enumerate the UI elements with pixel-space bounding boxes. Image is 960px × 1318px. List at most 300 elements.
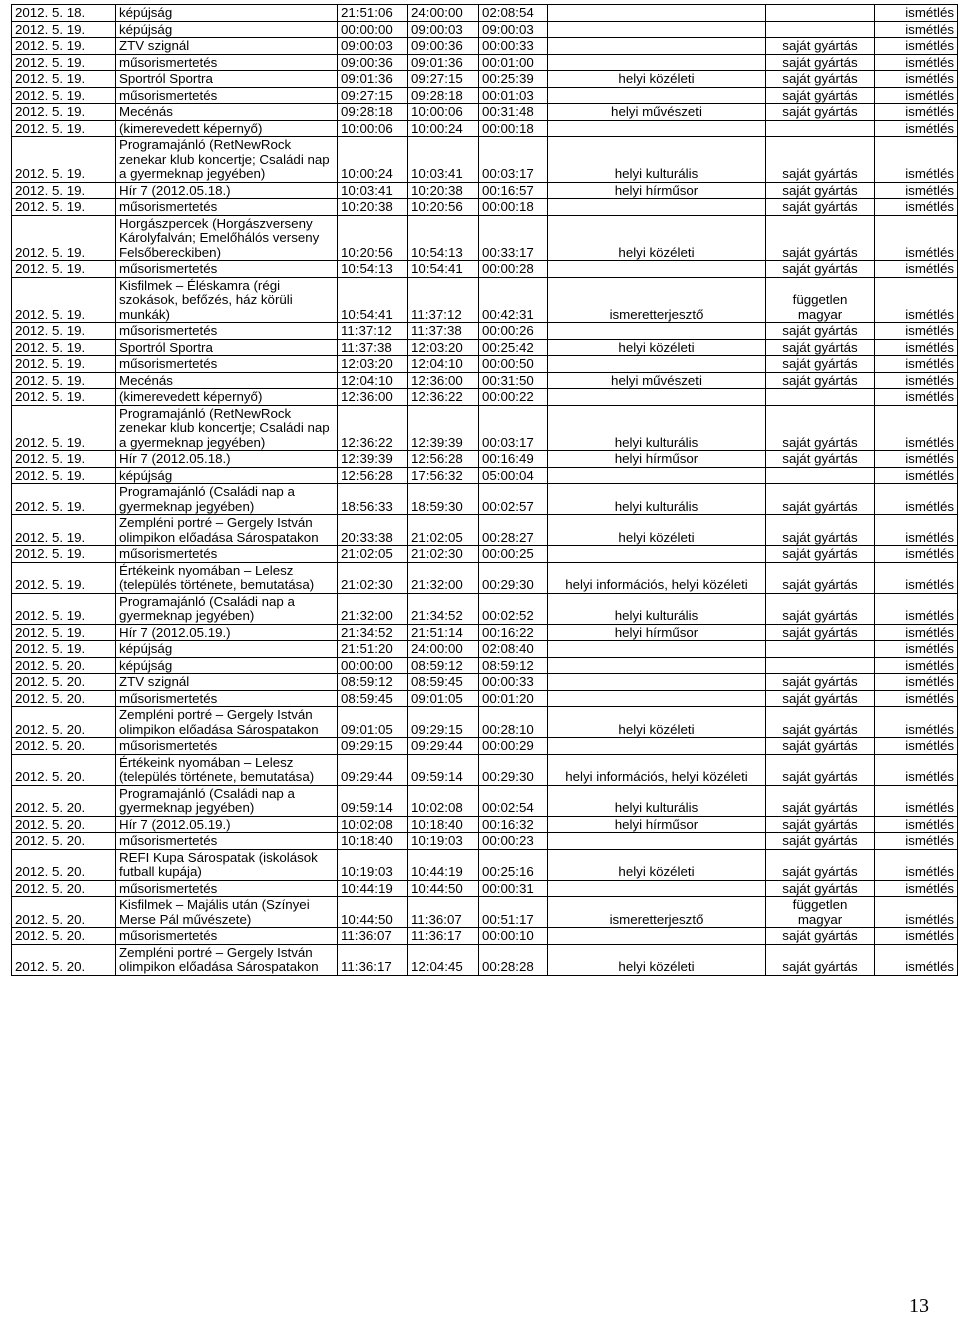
end-time-cell: 09:27:15: [408, 71, 479, 88]
production-cell: saját gyártás: [766, 199, 875, 216]
duration-cell: 00:00:18: [479, 199, 548, 216]
end-time-cell: 11:37:12: [408, 277, 479, 323]
genre-cell: [548, 389, 766, 406]
status-cell: ismétlés: [875, 339, 958, 356]
genre-cell: [548, 657, 766, 674]
status-cell: ismétlés: [875, 546, 958, 563]
status-cell: ismétlés: [875, 451, 958, 468]
program-title-cell: Programajánló (RetNewRock zenekar klub koncertje; Családi nap a gyermeknap jegyében): [116, 137, 338, 183]
genre-cell: ismeretterjesztő: [548, 277, 766, 323]
production-cell: [766, 389, 875, 406]
table-row: [12, 738, 958, 755]
date-cell: 2012. 5. 19.: [12, 641, 116, 658]
status-cell: ismétlés: [875, 785, 958, 816]
genre-cell: [548, 323, 766, 340]
production-cell: [766, 467, 875, 484]
duration-cell: 08:59:12: [479, 657, 548, 674]
program-title-cell: Hír 7 (2012.05.19.): [116, 624, 338, 641]
start-time-cell: 09:29:15: [338, 738, 408, 755]
start-time-cell: 09:59:14: [338, 785, 408, 816]
end-time-cell: 17:56:32: [408, 467, 479, 484]
program-title-cell: Hír 7 (2012.05.18.): [116, 451, 338, 468]
start-time-cell: 21:02:05: [338, 546, 408, 563]
table-row: [12, 54, 958, 71]
production-cell: saját gyártás: [766, 546, 875, 563]
date-cell: 2012. 5. 20.: [12, 754, 116, 785]
date-cell: 2012. 5. 20.: [12, 880, 116, 897]
table-row: [12, 277, 958, 323]
start-time-cell: 10:03:41: [338, 182, 408, 199]
table-row: [12, 880, 958, 897]
production-cell: saját gyártás: [766, 484, 875, 515]
program-title-cell: képújság: [116, 467, 338, 484]
duration-cell: 00:00:50: [479, 356, 548, 373]
program-title-cell: Hír 7 (2012.05.19.): [116, 816, 338, 833]
start-time-cell: 12:03:20: [338, 356, 408, 373]
status-cell: ismétlés: [875, 657, 958, 674]
date-cell: 2012. 5. 19.: [12, 467, 116, 484]
duration-cell: 09:00:03: [479, 21, 548, 38]
production-cell: saját gyártás: [766, 707, 875, 738]
date-cell: 2012. 5. 19.: [12, 54, 116, 71]
start-time-cell: 10:19:03: [338, 849, 408, 880]
start-time-cell: 09:01:36: [338, 71, 408, 88]
end-time-cell: 24:00:00: [408, 641, 479, 658]
start-time-cell: 00:00:00: [338, 21, 408, 38]
table-row: [12, 356, 958, 373]
duration-cell: 00:31:48: [479, 104, 548, 121]
date-cell: 2012. 5. 19.: [12, 261, 116, 278]
table-row: [12, 87, 958, 104]
date-cell: 2012. 5. 19.: [12, 546, 116, 563]
date-cell: 2012. 5. 19.: [12, 104, 116, 121]
table-row: [12, 199, 958, 216]
genre-cell: helyi hírműsor: [548, 182, 766, 199]
program-title-cell: REFI Kupa Sárospatak (iskolások futball kupája): [116, 849, 338, 880]
production-cell: saját gyártás: [766, 215, 875, 261]
start-time-cell: 21:51:06: [338, 5, 408, 22]
duration-cell: 00:31:50: [479, 372, 548, 389]
end-time-cell: 10:19:03: [408, 833, 479, 850]
program-title-cell: ZTV szignál: [116, 674, 338, 691]
genre-cell: helyi hírműsor: [548, 624, 766, 641]
table-row: [12, 624, 958, 641]
table-row: [12, 323, 958, 340]
end-time-cell: 12:56:28: [408, 451, 479, 468]
duration-cell: 00:00:26: [479, 323, 548, 340]
duration-cell: 00:29:30: [479, 562, 548, 593]
status-cell: ismétlés: [875, 372, 958, 389]
duration-cell: 00:01:00: [479, 54, 548, 71]
program-title-cell: képújság: [116, 657, 338, 674]
production-cell: saját gyártás: [766, 674, 875, 691]
program-title-cell: Sportról Sportra: [116, 339, 338, 356]
genre-cell: helyi hírműsor: [548, 816, 766, 833]
table-row: [12, 339, 958, 356]
end-time-cell: 10:02:08: [408, 785, 479, 816]
end-time-cell: 10:44:50: [408, 880, 479, 897]
program-title-cell: műsorismertetés: [116, 87, 338, 104]
start-time-cell: 21:51:20: [338, 641, 408, 658]
production-cell: saját gyártás: [766, 562, 875, 593]
genre-cell: [548, 54, 766, 71]
start-time-cell: 10:02:08: [338, 816, 408, 833]
production-cell: saját gyártás: [766, 356, 875, 373]
program-title-cell: Programajánló (RetNewRock zenekar klub koncertje; Családi nap a gyermeknap jegyében): [116, 405, 338, 451]
start-time-cell: 11:36:17: [338, 944, 408, 975]
production-cell: saját gyártás: [766, 849, 875, 880]
start-time-cell: 12:36:22: [338, 405, 408, 451]
duration-cell: 00:25:16: [479, 849, 548, 880]
production-cell: saját gyártás: [766, 833, 875, 850]
status-cell: ismétlés: [875, 277, 958, 323]
table-row: [12, 562, 958, 593]
program-title-cell: Kisfilmek – Éléskamra (régi szokások, befőzés, ház körüli munkák): [116, 277, 338, 323]
program-title-cell: Mecénás: [116, 104, 338, 121]
program-title-cell: műsorismertetés: [116, 356, 338, 373]
schedule-body: [12, 5, 958, 976]
production-cell: [766, 5, 875, 22]
production-cell: független magyar: [766, 897, 875, 928]
table-row: [12, 690, 958, 707]
table-row: [12, 120, 958, 137]
date-cell: 2012. 5. 20.: [12, 738, 116, 755]
start-time-cell: 12:04:10: [338, 372, 408, 389]
end-time-cell: 12:39:39: [408, 405, 479, 451]
duration-cell: 00:00:23: [479, 833, 548, 850]
program-title-cell: (kimerevedett képernyő): [116, 120, 338, 137]
status-cell: ismétlés: [875, 754, 958, 785]
start-time-cell: 09:00:36: [338, 54, 408, 71]
start-time-cell: 08:59:45: [338, 690, 408, 707]
status-cell: ismétlés: [875, 71, 958, 88]
date-cell: 2012. 5. 19.: [12, 38, 116, 55]
date-cell: 2012. 5. 20.: [12, 928, 116, 945]
start-time-cell: 10:54:13: [338, 261, 408, 278]
start-time-cell: 10:20:38: [338, 199, 408, 216]
end-time-cell: 09:29:15: [408, 707, 479, 738]
production-cell: saját gyártás: [766, 928, 875, 945]
end-time-cell: 11:36:07: [408, 897, 479, 928]
status-cell: ismétlés: [875, 389, 958, 406]
table-row: [12, 261, 958, 278]
table-row: [12, 657, 958, 674]
status-cell: ismétlés: [875, 624, 958, 641]
date-cell: 2012. 5. 19.: [12, 137, 116, 183]
start-time-cell: 11:37:38: [338, 339, 408, 356]
genre-cell: helyi közéleti: [548, 515, 766, 546]
table-row: [12, 5, 958, 22]
program-title-cell: Értékeink nyomában – Lelesz (település története, bemutatása): [116, 562, 338, 593]
genre-cell: helyi kulturális: [548, 593, 766, 624]
duration-cell: 00:03:17: [479, 137, 548, 183]
duration-cell: 00:00:10: [479, 928, 548, 945]
genre-cell: helyi közéleti: [548, 215, 766, 261]
table-row: [12, 71, 958, 88]
table-row: [12, 641, 958, 658]
date-cell: 2012. 5. 20.: [12, 816, 116, 833]
status-cell: ismétlés: [875, 690, 958, 707]
start-time-cell: 00:00:00: [338, 657, 408, 674]
date-cell: 2012. 5. 19.: [12, 484, 116, 515]
date-cell: 2012. 5. 19.: [12, 451, 116, 468]
program-title-cell: Programajánló (Családi nap a gyermeknap jegyében): [116, 593, 338, 624]
end-time-cell: 18:59:30: [408, 484, 479, 515]
status-cell: ismétlés: [875, 707, 958, 738]
production-cell: saját gyártás: [766, 816, 875, 833]
program-title-cell: Programajánló (Családi nap a gyermeknap jegyében): [116, 785, 338, 816]
genre-cell: helyi művészeti: [548, 104, 766, 121]
start-time-cell: 10:54:41: [338, 277, 408, 323]
genre-cell: helyi információs, helyi közéleti: [548, 754, 766, 785]
start-time-cell: 09:29:44: [338, 754, 408, 785]
start-time-cell: 10:44:19: [338, 880, 408, 897]
genre-cell: [548, 261, 766, 278]
end-time-cell: 12:04:45: [408, 944, 479, 975]
end-time-cell: 10:18:40: [408, 816, 479, 833]
status-cell: ismétlés: [875, 515, 958, 546]
production-cell: [766, 120, 875, 137]
table-row: [12, 546, 958, 563]
start-time-cell: 10:20:56: [338, 215, 408, 261]
table-row: [12, 944, 958, 975]
program-title-cell: képújság: [116, 21, 338, 38]
program-title-cell: műsorismertetés: [116, 880, 338, 897]
duration-cell: 00:16:57: [479, 182, 548, 199]
duration-cell: 00:02:54: [479, 785, 548, 816]
status-cell: ismétlés: [875, 356, 958, 373]
production-cell: saját gyártás: [766, 754, 875, 785]
end-time-cell: 12:36:22: [408, 389, 479, 406]
end-time-cell: 09:00:36: [408, 38, 479, 55]
genre-cell: helyi információs, helyi közéleti: [548, 562, 766, 593]
start-time-cell: 09:00:03: [338, 38, 408, 55]
program-title-cell: Mecénás: [116, 372, 338, 389]
date-cell: 2012. 5. 19.: [12, 593, 116, 624]
end-time-cell: 09:59:14: [408, 754, 479, 785]
production-cell: független magyar: [766, 277, 875, 323]
program-title-cell: Kisfilmek – Majális után (Színyei Merse Pál művészete): [116, 897, 338, 928]
genre-cell: helyi hírműsor: [548, 451, 766, 468]
program-title-cell: Zempléni portré – Gergely István olimpikon előadása Sárospatakon: [116, 707, 338, 738]
end-time-cell: 21:02:30: [408, 546, 479, 563]
start-time-cell: 12:39:39: [338, 451, 408, 468]
date-cell: 2012. 5. 19.: [12, 624, 116, 641]
program-title-cell: műsorismertetés: [116, 199, 338, 216]
end-time-cell: 09:01:36: [408, 54, 479, 71]
end-time-cell: 09:00:03: [408, 21, 479, 38]
table-row: [12, 389, 958, 406]
program-title-cell: képújság: [116, 5, 338, 22]
program-title-cell: műsorismertetés: [116, 738, 338, 755]
date-cell: 2012. 5. 20.: [12, 897, 116, 928]
date-cell: 2012. 5. 19.: [12, 323, 116, 340]
end-time-cell: 11:37:38: [408, 323, 479, 340]
genre-cell: helyi közéleti: [548, 944, 766, 975]
start-time-cell: 10:00:24: [338, 137, 408, 183]
start-time-cell: 08:59:12: [338, 674, 408, 691]
end-time-cell: 21:51:14: [408, 624, 479, 641]
status-cell: ismétlés: [875, 323, 958, 340]
end-time-cell: 21:02:05: [408, 515, 479, 546]
date-cell: 2012. 5. 19.: [12, 215, 116, 261]
start-time-cell: 18:56:33: [338, 484, 408, 515]
program-title-cell: képújság: [116, 641, 338, 658]
end-time-cell: 10:54:13: [408, 215, 479, 261]
date-cell: 2012. 5. 20.: [12, 707, 116, 738]
table-row: [12, 467, 958, 484]
status-cell: ismétlés: [875, 816, 958, 833]
status-cell: ismétlés: [875, 833, 958, 850]
status-cell: ismétlés: [875, 484, 958, 515]
status-cell: ismétlés: [875, 5, 958, 22]
program-title-cell: (kimerevedett képernyő): [116, 389, 338, 406]
genre-cell: [548, 833, 766, 850]
program-title-cell: ZTV szignál: [116, 38, 338, 55]
table-row: [12, 405, 958, 451]
program-title-cell: műsorismertetés: [116, 690, 338, 707]
date-cell: 2012. 5. 19.: [12, 515, 116, 546]
status-cell: ismétlés: [875, 199, 958, 216]
genre-cell: [548, 5, 766, 22]
duration-cell: 00:51:17: [479, 897, 548, 928]
program-title-cell: műsorismertetés: [116, 54, 338, 71]
end-time-cell: 24:00:00: [408, 5, 479, 22]
end-time-cell: 12:03:20: [408, 339, 479, 356]
end-time-cell: 09:28:18: [408, 87, 479, 104]
table-row: [12, 707, 958, 738]
duration-cell: 00:00:25: [479, 546, 548, 563]
production-cell: saját gyártás: [766, 624, 875, 641]
status-cell: ismétlés: [875, 405, 958, 451]
genre-cell: [548, 546, 766, 563]
production-cell: saját gyártás: [766, 38, 875, 55]
production-cell: saját gyártás: [766, 261, 875, 278]
date-cell: 2012. 5. 19.: [12, 120, 116, 137]
production-cell: saját gyártás: [766, 339, 875, 356]
date-cell: 2012. 5. 18.: [12, 5, 116, 22]
status-cell: ismétlés: [875, 104, 958, 121]
duration-cell: 00:02:52: [479, 593, 548, 624]
duration-cell: 00:42:31: [479, 277, 548, 323]
duration-cell: 00:00:29: [479, 738, 548, 755]
duration-cell: 00:03:17: [479, 405, 548, 451]
duration-cell: 00:00:33: [479, 674, 548, 691]
date-cell: 2012. 5. 19.: [12, 562, 116, 593]
duration-cell: 00:25:42: [479, 339, 548, 356]
status-cell: ismétlés: [875, 467, 958, 484]
date-cell: 2012. 5. 19.: [12, 356, 116, 373]
status-cell: ismétlés: [875, 944, 958, 975]
broadcast-schedule-table: [11, 4, 958, 976]
duration-cell: 00:00:31: [479, 880, 548, 897]
end-time-cell: 21:32:00: [408, 562, 479, 593]
status-cell: ismétlés: [875, 120, 958, 137]
status-cell: ismétlés: [875, 38, 958, 55]
duration-cell: 00:00:18: [479, 120, 548, 137]
date-cell: 2012. 5. 19.: [12, 71, 116, 88]
duration-cell: 00:33:17: [479, 215, 548, 261]
genre-cell: [548, 880, 766, 897]
start-time-cell: 09:01:05: [338, 707, 408, 738]
genre-cell: [548, 690, 766, 707]
duration-cell: 00:00:33: [479, 38, 548, 55]
duration-cell: 00:29:30: [479, 754, 548, 785]
date-cell: 2012. 5. 20.: [12, 674, 116, 691]
genre-cell: [548, 738, 766, 755]
start-time-cell: 12:56:28: [338, 467, 408, 484]
duration-cell: 00:01:03: [479, 87, 548, 104]
program-title-cell: Hír 7 (2012.05.18.): [116, 182, 338, 199]
production-cell: saját gyártás: [766, 785, 875, 816]
status-cell: ismétlés: [875, 593, 958, 624]
date-cell: 2012. 5. 20.: [12, 657, 116, 674]
start-time-cell: 20:33:38: [338, 515, 408, 546]
status-cell: ismétlés: [875, 674, 958, 691]
end-time-cell: 10:54:41: [408, 261, 479, 278]
page-number: 13: [909, 1295, 929, 1317]
duration-cell: 00:02:57: [479, 484, 548, 515]
table-row: [12, 674, 958, 691]
end-time-cell: 08:59:45: [408, 674, 479, 691]
genre-cell: helyi kulturális: [548, 484, 766, 515]
table-row: [12, 754, 958, 785]
table-row: [12, 484, 958, 515]
production-cell: [766, 641, 875, 658]
production-cell: saját gyártás: [766, 880, 875, 897]
status-cell: ismétlés: [875, 562, 958, 593]
start-time-cell: 11:36:07: [338, 928, 408, 945]
genre-cell: [548, 674, 766, 691]
table-row: [12, 593, 958, 624]
production-cell: saját gyártás: [766, 54, 875, 71]
genre-cell: [548, 38, 766, 55]
start-time-cell: 09:28:18: [338, 104, 408, 121]
status-cell: ismétlés: [875, 21, 958, 38]
status-cell: ismétlés: [875, 215, 958, 261]
date-cell: 2012. 5. 20.: [12, 944, 116, 975]
start-time-cell: 09:27:15: [338, 87, 408, 104]
table-row: [12, 897, 958, 928]
end-time-cell: 10:03:41: [408, 137, 479, 183]
genre-cell: helyi közéleti: [548, 707, 766, 738]
production-cell: saját gyártás: [766, 104, 875, 121]
date-cell: 2012. 5. 19.: [12, 199, 116, 216]
genre-cell: helyi közéleti: [548, 339, 766, 356]
production-cell: saját gyártás: [766, 323, 875, 340]
duration-cell: 05:00:04: [479, 467, 548, 484]
date-cell: 2012. 5. 19.: [12, 405, 116, 451]
program-title-cell: műsorismertetés: [116, 833, 338, 850]
production-cell: saját gyártás: [766, 71, 875, 88]
table-row: [12, 515, 958, 546]
genre-cell: helyi közéleti: [548, 849, 766, 880]
production-cell: [766, 657, 875, 674]
program-title-cell: műsorismertetés: [116, 546, 338, 563]
date-cell: 2012. 5. 19.: [12, 372, 116, 389]
program-title-cell: Zempléni portré – Gergely István olimpikon előadása Sárospatakon: [116, 515, 338, 546]
duration-cell: 00:16:22: [479, 624, 548, 641]
program-title-cell: Horgászpercek (Horgászverseny Károlyfalván; Emelőhálós verseny Felsőbereckiben): [116, 215, 338, 261]
production-cell: saját gyártás: [766, 944, 875, 975]
table-row: [12, 137, 958, 183]
end-time-cell: 10:44:19: [408, 849, 479, 880]
production-cell: saját gyártás: [766, 451, 875, 468]
genre-cell: [548, 467, 766, 484]
date-cell: 2012. 5. 20.: [12, 833, 116, 850]
genre-cell: [548, 199, 766, 216]
table-row: [12, 816, 958, 833]
